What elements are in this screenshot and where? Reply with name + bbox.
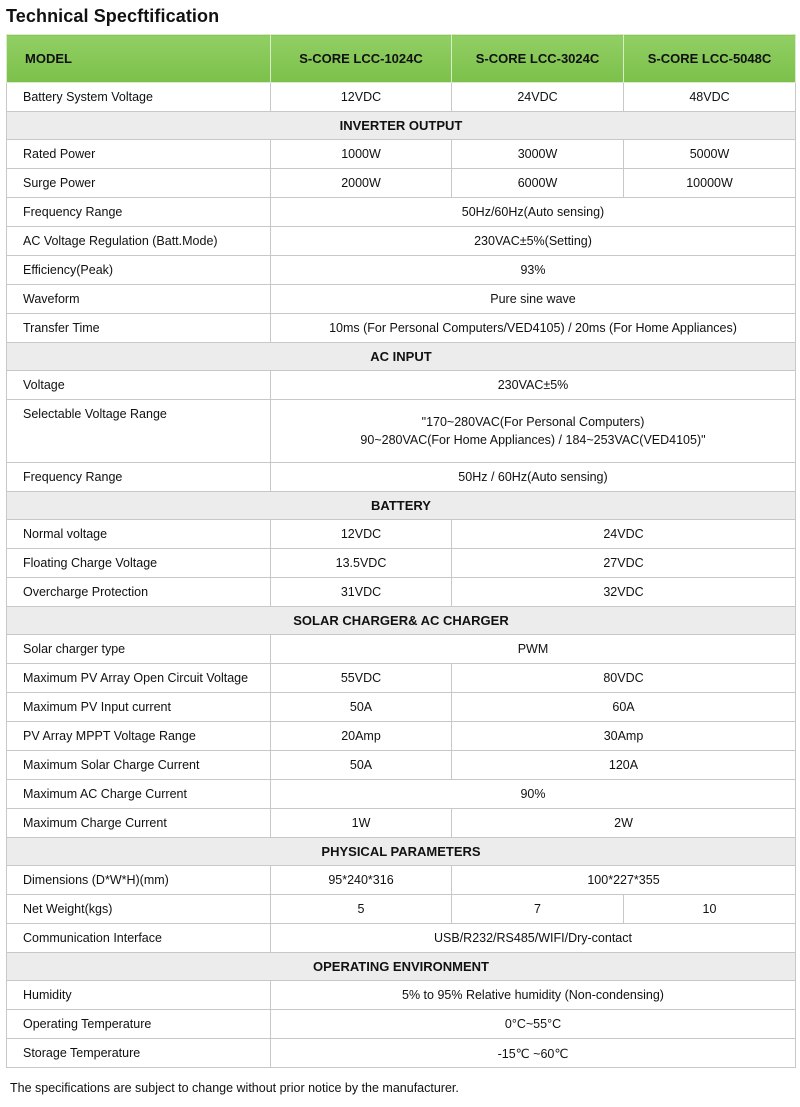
section-title: SOLAR CHARGER& AC CHARGER bbox=[7, 607, 796, 635]
section-title: PHYSICAL PARAMETERS bbox=[7, 838, 796, 866]
table-row bbox=[7, 866, 796, 895]
cell-value bbox=[271, 400, 796, 463]
row-label: Maximum AC Charge Current bbox=[7, 780, 271, 809]
section-physical-parameters bbox=[7, 838, 796, 866]
cell-value: 27VDC bbox=[452, 549, 796, 578]
table-row bbox=[7, 285, 796, 314]
cell-value: 90% bbox=[271, 780, 796, 809]
cell-value: 60A bbox=[452, 693, 796, 722]
cell-line: 90~280VAC(For Home Appliances) / 184~253VAC(VED4105)" bbox=[360, 433, 706, 447]
cell-value: 55VDC bbox=[271, 664, 452, 693]
table-row bbox=[7, 227, 796, 256]
footnote: The specifications are subject to change without prior notice by the manufacturer. bbox=[10, 1081, 459, 1095]
row-label: Overcharge Protection bbox=[7, 578, 271, 607]
cell-value: 230VAC±5% bbox=[271, 371, 796, 400]
row-label: Maximum PV Input current bbox=[7, 693, 271, 722]
section-title: INVERTER OUTPUT bbox=[7, 112, 796, 140]
row-label: Floating Charge Voltage bbox=[7, 549, 271, 578]
row-label: Solar charger type bbox=[7, 635, 271, 664]
cell-value: 1W bbox=[271, 809, 452, 838]
table-row bbox=[7, 780, 796, 809]
table-row bbox=[7, 1010, 796, 1039]
table-row bbox=[7, 463, 796, 492]
cell-value: 10 bbox=[624, 895, 796, 924]
table-row bbox=[7, 169, 796, 198]
cell-value: 13.5VDC bbox=[271, 549, 452, 578]
cell-value: 2000W bbox=[271, 169, 452, 198]
row-label: Surge Power bbox=[7, 169, 271, 198]
section-ac-input bbox=[7, 343, 796, 371]
cell-value: Pure sine wave bbox=[271, 285, 796, 314]
cell-value: 30Amp bbox=[452, 722, 796, 751]
table-row bbox=[7, 924, 796, 953]
cell-value: -15℃ ~60℃ bbox=[271, 1039, 796, 1068]
table-row bbox=[7, 693, 796, 722]
section-operating-environment bbox=[7, 953, 796, 981]
model-5048c-header: S-CORE LCC-5048C bbox=[624, 35, 796, 83]
table-row bbox=[7, 895, 796, 924]
row-label: Net Weight(kgs) bbox=[7, 895, 271, 924]
table-row bbox=[7, 578, 796, 607]
cell-value: 3000W bbox=[452, 140, 624, 169]
cell-value: 93% bbox=[271, 256, 796, 285]
table-row bbox=[7, 664, 796, 693]
cell-value: 1000W bbox=[271, 140, 452, 169]
cell-value: 100*227*355 bbox=[452, 866, 796, 895]
cell-value: 12VDC bbox=[271, 83, 452, 112]
model-header: MODEL bbox=[7, 35, 271, 83]
table-row bbox=[7, 314, 796, 343]
cell-value: 10000W bbox=[624, 169, 796, 198]
table-row bbox=[7, 809, 796, 838]
cell-value: 0°C~55°C bbox=[271, 1010, 796, 1039]
row-label: Maximum Charge Current bbox=[7, 809, 271, 838]
row-label: Humidity bbox=[7, 981, 271, 1010]
cell-value: 50Hz / 60Hz(Auto sensing) bbox=[271, 463, 796, 492]
row-label: Selectable Voltage Range bbox=[7, 400, 271, 463]
row-label: Transfer Time bbox=[7, 314, 271, 343]
row-label: Frequency Range bbox=[7, 198, 271, 227]
table-row bbox=[7, 400, 796, 463]
model-1024c-header: S-CORE LCC-1024C bbox=[271, 35, 452, 83]
table-row bbox=[7, 751, 796, 780]
section-solar-charger bbox=[7, 607, 796, 635]
table-row bbox=[7, 981, 796, 1010]
spec-table bbox=[6, 34, 796, 1068]
table-row bbox=[7, 549, 796, 578]
row-label: Maximum PV Array Open Circuit Voltage bbox=[7, 664, 271, 693]
cell-value: 2W bbox=[452, 809, 796, 838]
row-label: Dimensions (D*W*H)(mm) bbox=[7, 866, 271, 895]
section-title: BATTERY bbox=[7, 492, 796, 520]
cell-value: 20Amp bbox=[271, 722, 452, 751]
cell-value: 6000W bbox=[452, 169, 624, 198]
cell-value: 120A bbox=[452, 751, 796, 780]
cell-value: 230VAC±5%(Setting) bbox=[271, 227, 796, 256]
cell-value: 10ms (For Personal Computers/VED4105) / 20ms (For Home Appliances) bbox=[271, 314, 796, 343]
row-label: Waveform bbox=[7, 285, 271, 314]
row-label: Communication Interface bbox=[7, 924, 271, 953]
section-battery bbox=[7, 492, 796, 520]
table-row bbox=[7, 83, 796, 112]
row-label: Voltage bbox=[7, 371, 271, 400]
table-row bbox=[7, 256, 796, 285]
cell-value: 5% to 95% Relative humidity (Non-condensing) bbox=[271, 981, 796, 1010]
cell-value: 48VDC bbox=[624, 83, 796, 112]
cell-value: 12VDC bbox=[271, 520, 452, 549]
row-label: Operating Temperature bbox=[7, 1010, 271, 1039]
table-row bbox=[7, 371, 796, 400]
cell-line: "170~280VAC(For Personal Computers) bbox=[421, 415, 645, 429]
cell-value: PWM bbox=[271, 635, 796, 664]
row-label: Battery System Voltage bbox=[7, 83, 271, 112]
cell-value: 95*240*316 bbox=[271, 866, 452, 895]
table-row bbox=[7, 520, 796, 549]
row-label: Storage Temperature bbox=[7, 1039, 271, 1068]
cell-value: 7 bbox=[452, 895, 624, 924]
cell-value: 5 bbox=[271, 895, 452, 924]
cell-value: 50A bbox=[271, 751, 452, 780]
cell-value: 80VDC bbox=[452, 664, 796, 693]
table-header-row bbox=[7, 35, 796, 83]
section-title: OPERATING ENVIRONMENT bbox=[7, 953, 796, 981]
row-label: Efficiency(Peak) bbox=[7, 256, 271, 285]
row-label: PV Array MPPT Voltage Range bbox=[7, 722, 271, 751]
section-inverter-output bbox=[7, 112, 796, 140]
table-row bbox=[7, 140, 796, 169]
table-row bbox=[7, 722, 796, 751]
row-label: Maximum Solar Charge Current bbox=[7, 751, 271, 780]
cell-value: 50Hz/60Hz(Auto sensing) bbox=[271, 198, 796, 227]
table-row bbox=[7, 635, 796, 664]
cell-value: 24VDC bbox=[452, 520, 796, 549]
row-label: Rated Power bbox=[7, 140, 271, 169]
row-label: AC Voltage Regulation (Batt.Mode) bbox=[7, 227, 271, 256]
row-label: Frequency Range bbox=[7, 463, 271, 492]
model-3024c-header: S-CORE LCC-3024C bbox=[452, 35, 624, 83]
page-title: Technical Specftification bbox=[6, 6, 220, 26]
cell-value: 31VDC bbox=[271, 578, 452, 607]
cell-value: 32VDC bbox=[452, 578, 796, 607]
cell-value: 24VDC bbox=[452, 83, 624, 112]
cell-value: 50A bbox=[271, 693, 452, 722]
table-row bbox=[7, 1039, 796, 1068]
section-title: AC INPUT bbox=[7, 343, 796, 371]
cell-value: 5000W bbox=[624, 140, 796, 169]
row-label: Normal voltage bbox=[7, 520, 271, 549]
cell-value: USB/R232/RS485/WIFI/Dry-contact bbox=[271, 924, 796, 953]
table-row bbox=[7, 198, 796, 227]
